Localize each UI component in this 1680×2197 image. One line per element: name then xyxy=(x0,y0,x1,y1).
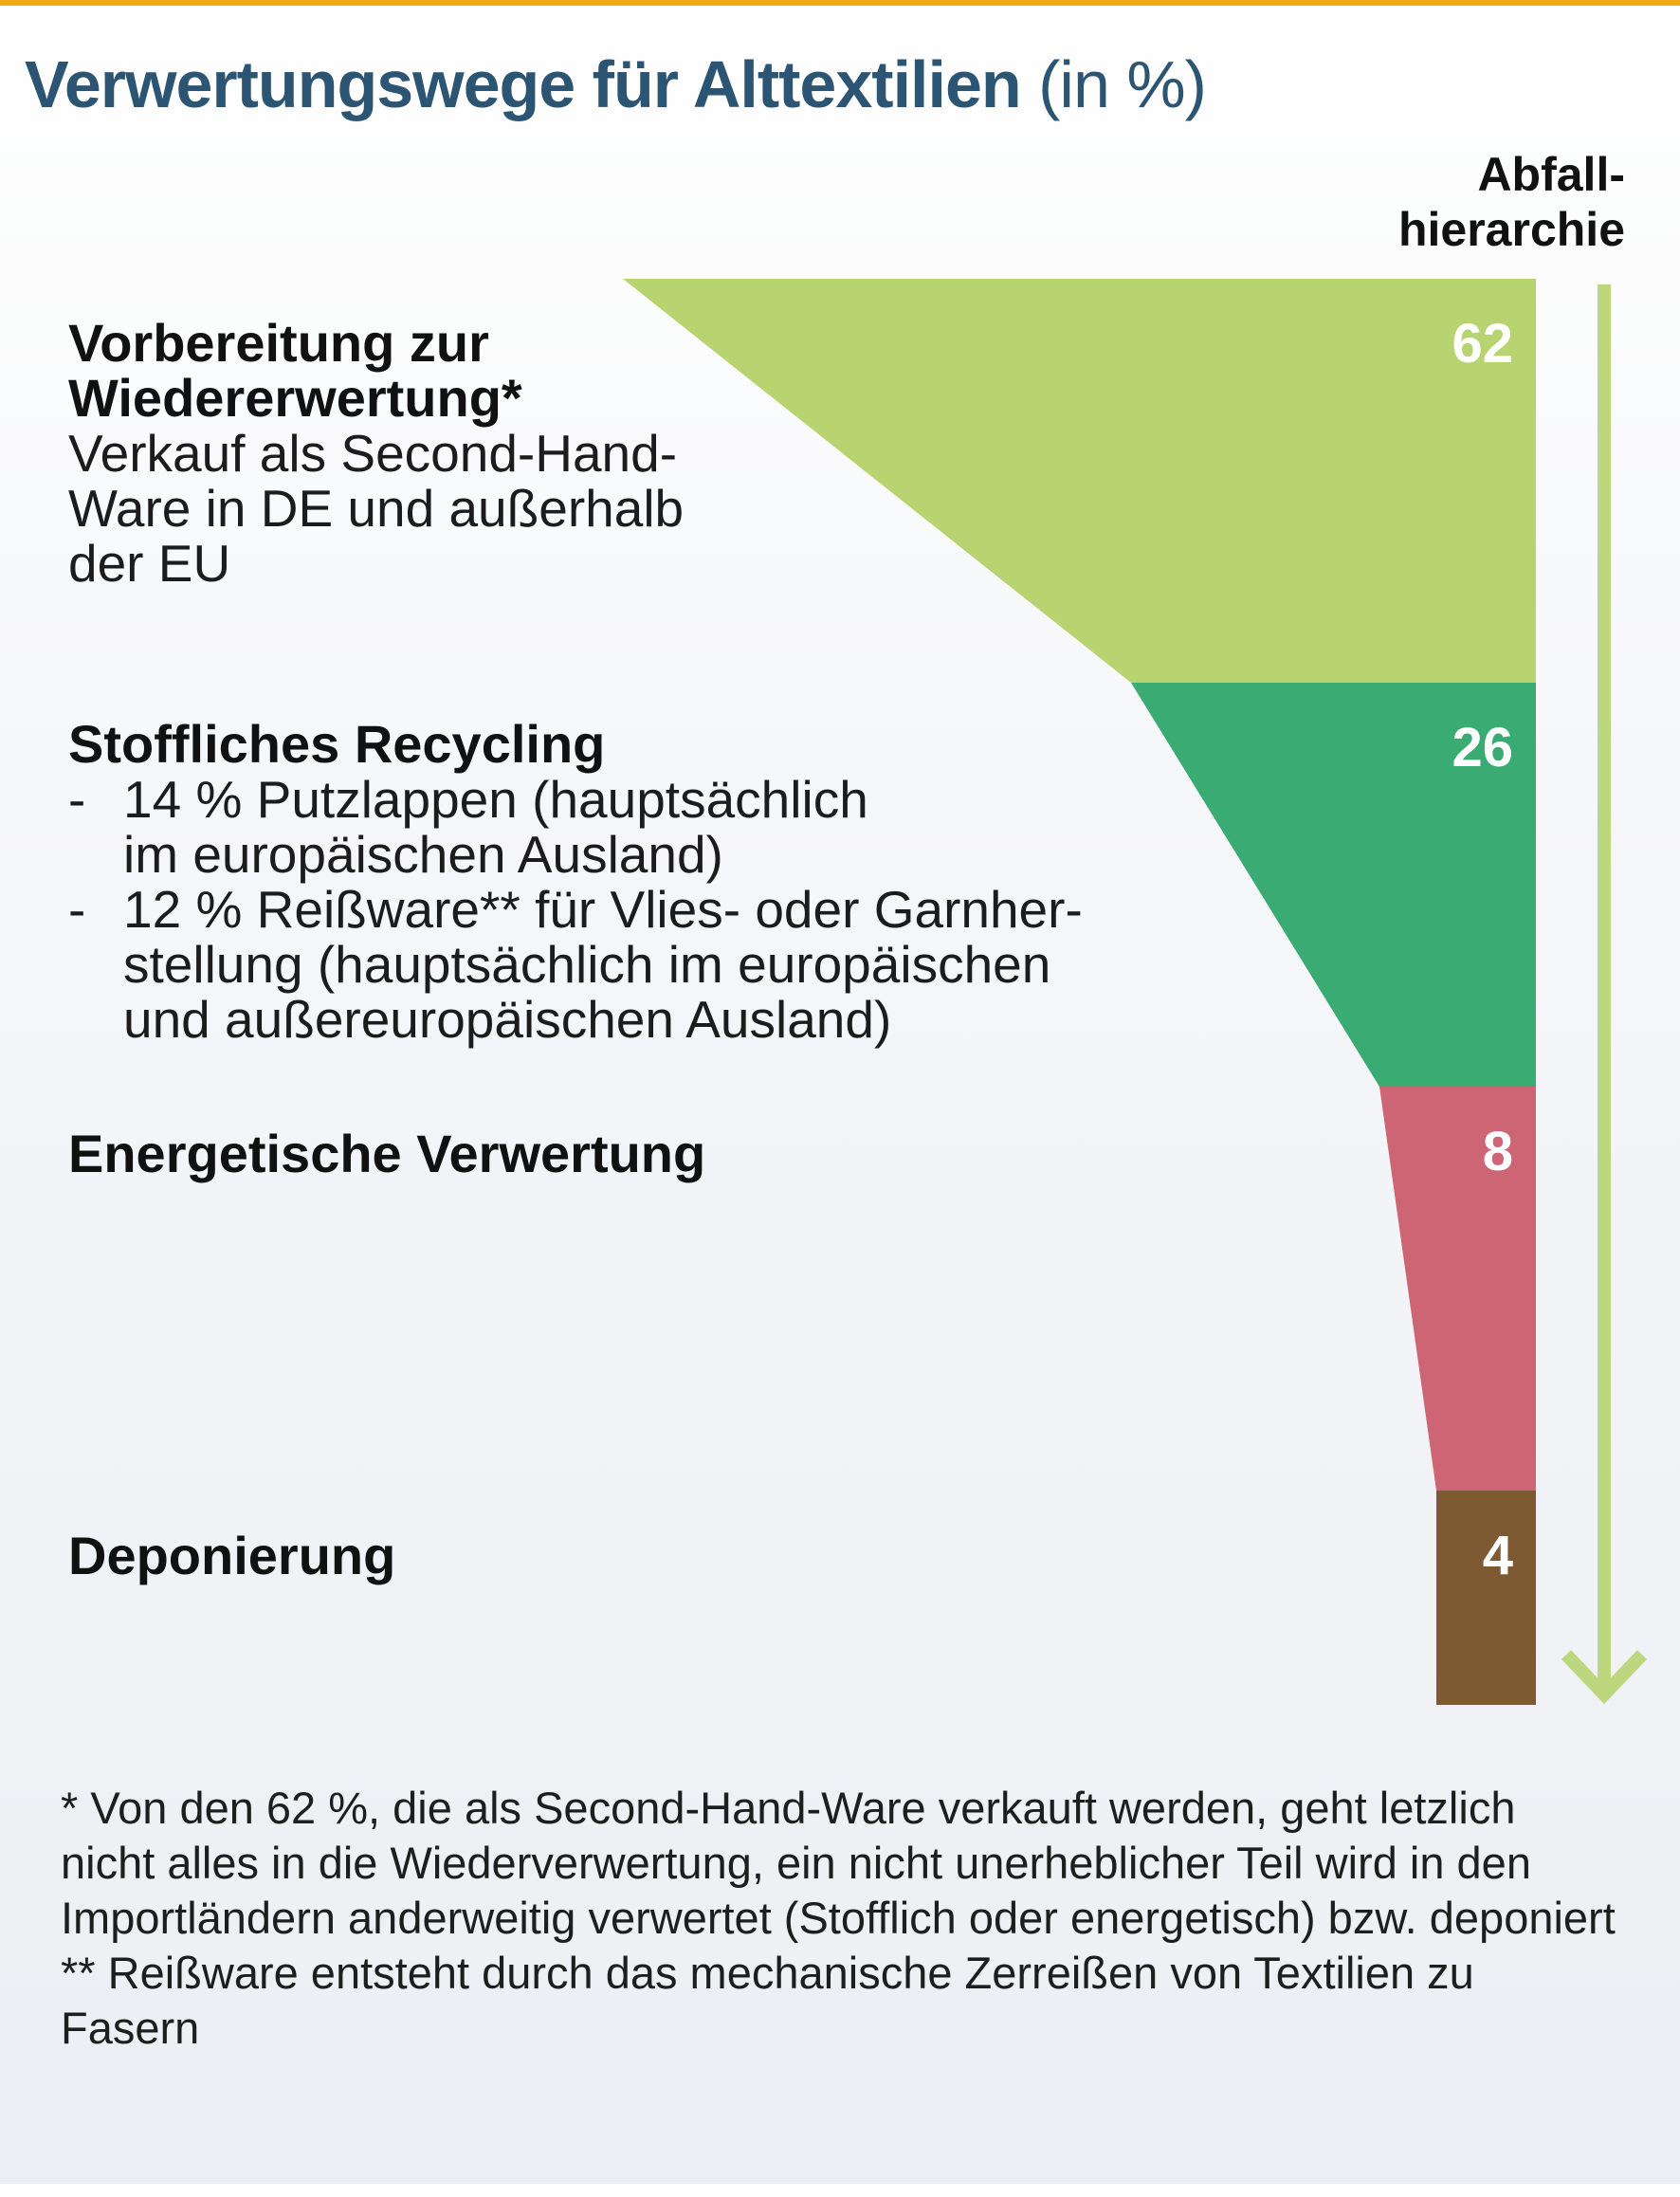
bottom-margin xyxy=(0,2184,1680,2197)
bullet-line: 14 % Putzlappen (hauptsächlich xyxy=(123,770,868,829)
bullet-line: und außereuropäischen Ausland) xyxy=(123,990,892,1049)
description-line: der EU xyxy=(68,534,231,593)
bullet-line: im europäischen Ausland) xyxy=(123,825,723,884)
description-line: Verkauf als Second-Hand- xyxy=(68,424,678,483)
category-energy xyxy=(68,1126,705,1181)
description-line: Ware in DE und außerhalb xyxy=(68,479,685,538)
category-reuse-heading: Vorbereitung zur Wiedererwertung* xyxy=(68,313,522,428)
value-label-landfill: 4 xyxy=(1482,1525,1513,1586)
category-energy-heading: Energetische Verwertung xyxy=(68,1124,706,1183)
funnel-segment-landfill xyxy=(1436,1491,1536,1705)
bullet-item xyxy=(68,772,1083,882)
category-recycling-bullets xyxy=(68,772,1083,1047)
funnel-segment-reuse xyxy=(623,279,1536,683)
bullet-line: 12 % Reißware** für Vlies- oder Garnher- xyxy=(123,880,1083,939)
bullet-item xyxy=(68,882,1083,1047)
footnote-reuse: * Von den 62 %, die als Second-Hand-Ware verkauft werden, geht letzlich nicht alles in die Wiederverwertung, ein nicht unerheblicher Teil wird in den Importländern anderweitig verwertet (Stofflich oder energetisch) bzw. deponiert xyxy=(61,1783,1616,1943)
title-unit: (in %) xyxy=(1038,47,1206,121)
bullet-dash: - xyxy=(68,770,86,829)
category-recycling-heading: Stoffliches Recycling xyxy=(68,714,606,774)
category-reuse xyxy=(68,313,685,593)
category-landfill xyxy=(68,1526,396,1585)
value-label-reuse: 62 xyxy=(1452,313,1513,375)
footnote-reissware: ** Reißware entsteht durch das mechanische Zerreißen von Textilien zu Fasern xyxy=(61,1948,1474,2053)
category-recycling xyxy=(68,714,1083,1049)
category-reuse-description xyxy=(68,426,684,591)
value-label-energy: 8 xyxy=(1482,1121,1513,1182)
bullet-line: stellung (hauptsächlich im europäischen xyxy=(123,935,1051,994)
bullet-dash: - xyxy=(68,880,86,939)
category-landfill-heading: Deponierung xyxy=(68,1526,396,1585)
footnotes xyxy=(61,1781,1616,2056)
hierarchy-axis-label: Abfall- hierarchie xyxy=(1397,148,1625,256)
title-text: Verwertungswege für Alttextilien xyxy=(25,47,1021,121)
value-label-recycling: 26 xyxy=(1452,717,1513,778)
hierarchy-arrow xyxy=(1566,284,1642,1695)
